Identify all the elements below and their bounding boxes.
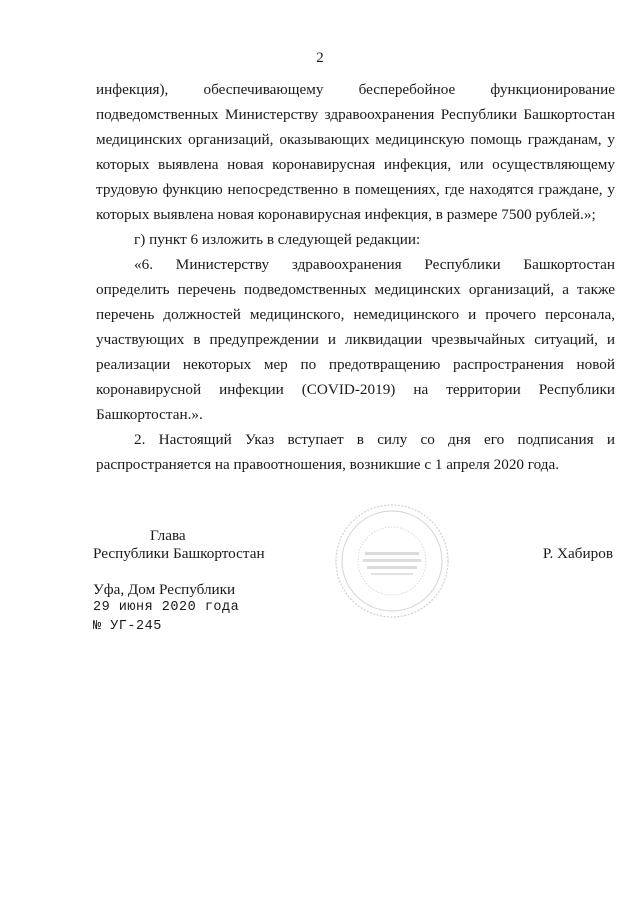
document-number: № УГ-245 [93, 619, 162, 634]
paragraph-item-g: г) пункт 6 изложить в следующей редакции: [134, 231, 421, 248]
paragraph-item-6: «6. Министерству здравоохранения Республики Башкортостан определить перечень подведомственных медицинских организаций, а также перечень должностей медицинского, немедицинского и прочего персонала, участвующих в предупреждении и ликвидации чрезвычайных ситуаций, и реализации некоторых мер по предотвращению распространения новой коронавирусной инфекции (COVID-2019) на территории Республики Башкортостан.». [96, 256, 615, 423]
signature-title: Глава [150, 527, 186, 544]
page-number: 2 [316, 50, 324, 66]
signatory-name: Р. Хабиров [542, 545, 613, 562]
paragraph-continuation: инфекция), обеспечивающему бесперебойное функционирование подведомственных Министерству здравоохранения Республики Башкортостан медицинских организаций, оказывающих медицинскую помощь гражданам, у которых выявлена новая коронавирусная инфекция, или осуществляющему трудовую функцию непосредственно в помещениях, где находятся граждане, у которых выявлена новая коронавирусная инфекция, в размере 7500 рублей.»; [96, 81, 615, 223]
official-seal-stamp [333, 502, 451, 620]
document-place: Уфа, Дом Республики [93, 581, 236, 598]
document-body [96, 77, 615, 477]
signature-organization: Республики Башкортостан [93, 545, 265, 562]
document-date: 29 июня 2020 года [93, 600, 240, 615]
paragraph-item-2: 2. Настоящий Указ вступает в силу со дня его подписания и распространяется на правоотношения, возникшие с 1 апреля 2020 года. [96, 431, 615, 473]
